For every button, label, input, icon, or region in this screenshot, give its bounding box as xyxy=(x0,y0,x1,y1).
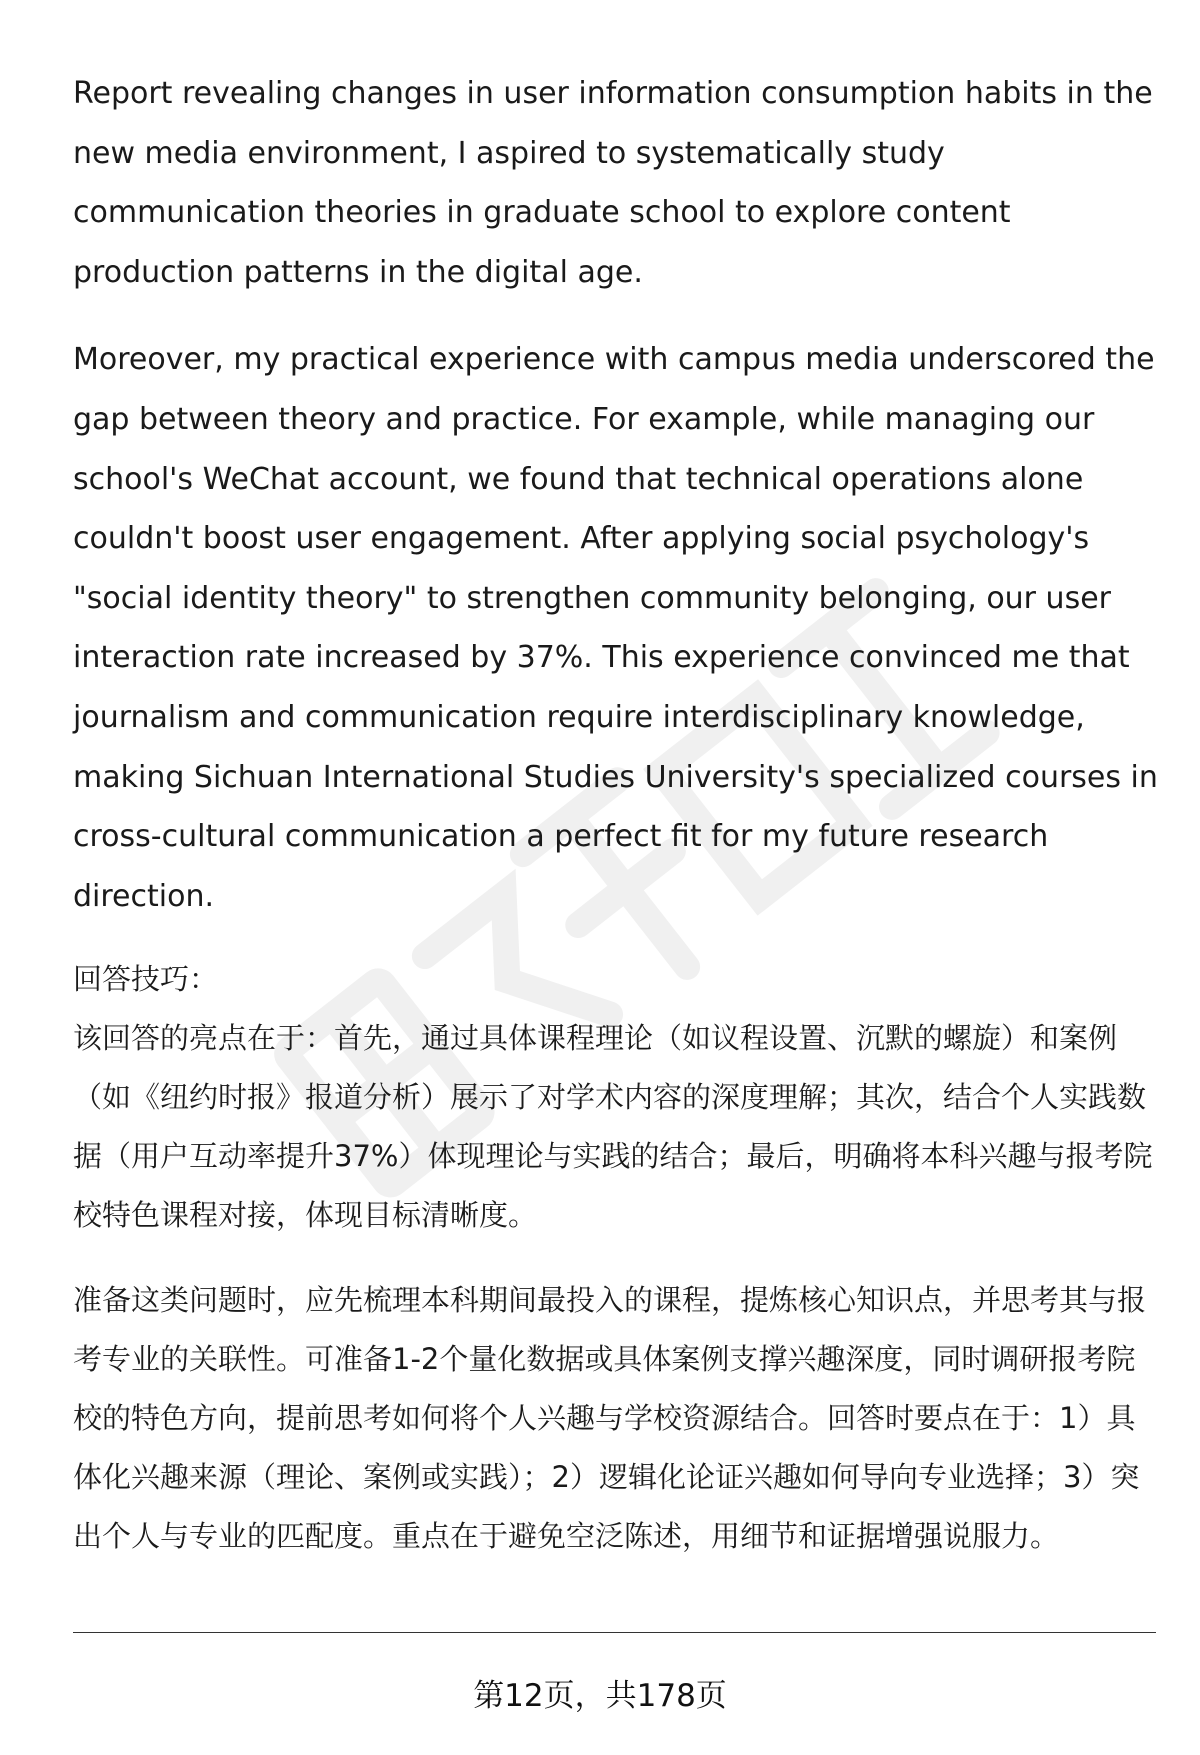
body-paragraph-1: Report revealing changes in user information consumption habits in the new media environment, I aspired to systematically study communication theories in graduate school to explore content production patterns in the digital age. xyxy=(73,76,1153,290)
document-body xyxy=(73,64,1163,1592)
page-number: 第12页，共178页 xyxy=(473,1678,727,1714)
tips-heading: 回答技巧： xyxy=(73,962,219,997)
footer-divider xyxy=(73,1632,1156,1633)
body-paragraph-2: Moreover, my practical experience with campus media underscored the gap between theory and practice. For example, while managing our school's WeChat account, we found that technical operations alone couldn't boost user engagement. After applying social psychology's "social identity theory" to strengthen community belonging, our user interaction rate increased by 37%. This experience convinced me that journalism and communication require interdisciplinary knowledge, making Sichuan International Studies University's specialized courses in cross-cultural communication a perfect fit for my future research direction. xyxy=(73,342,1158,914)
tips-paragraph-2: 准备这类问题时，应先梳理本科期间最投入的课程，提炼核心知识点，并思考其与报考专业的关联性。可准备1-2个量化数据或具体案例支撑兴趣深度，同时调研报考院校的特色方向，提前思考如何将个人兴趣与学校资源结合。回答时要点在于：1）具体化兴趣来源（理论、案例或实践）；2）逻辑化论证兴趣如何导向专业选择；3）突出个人与专业的匹配度。重点在于避免空泛陈述，用细节和证据增强说服力。 xyxy=(73,1283,1147,1554)
tips-paragraph-1: 该回答的亮点在于：首先，通过具体课程理论（如议程设置、沉默的螺旋）和案例（如《纽约时报》报道分析）展示了对学术内容的深度理解；其次，结合个人实践数据（用户互动率提升37%）体现理论与实践的结合；最后，明确将本科兴趣与报考院校特色课程对接，体现目标清晰度。 xyxy=(73,1021,1153,1233)
